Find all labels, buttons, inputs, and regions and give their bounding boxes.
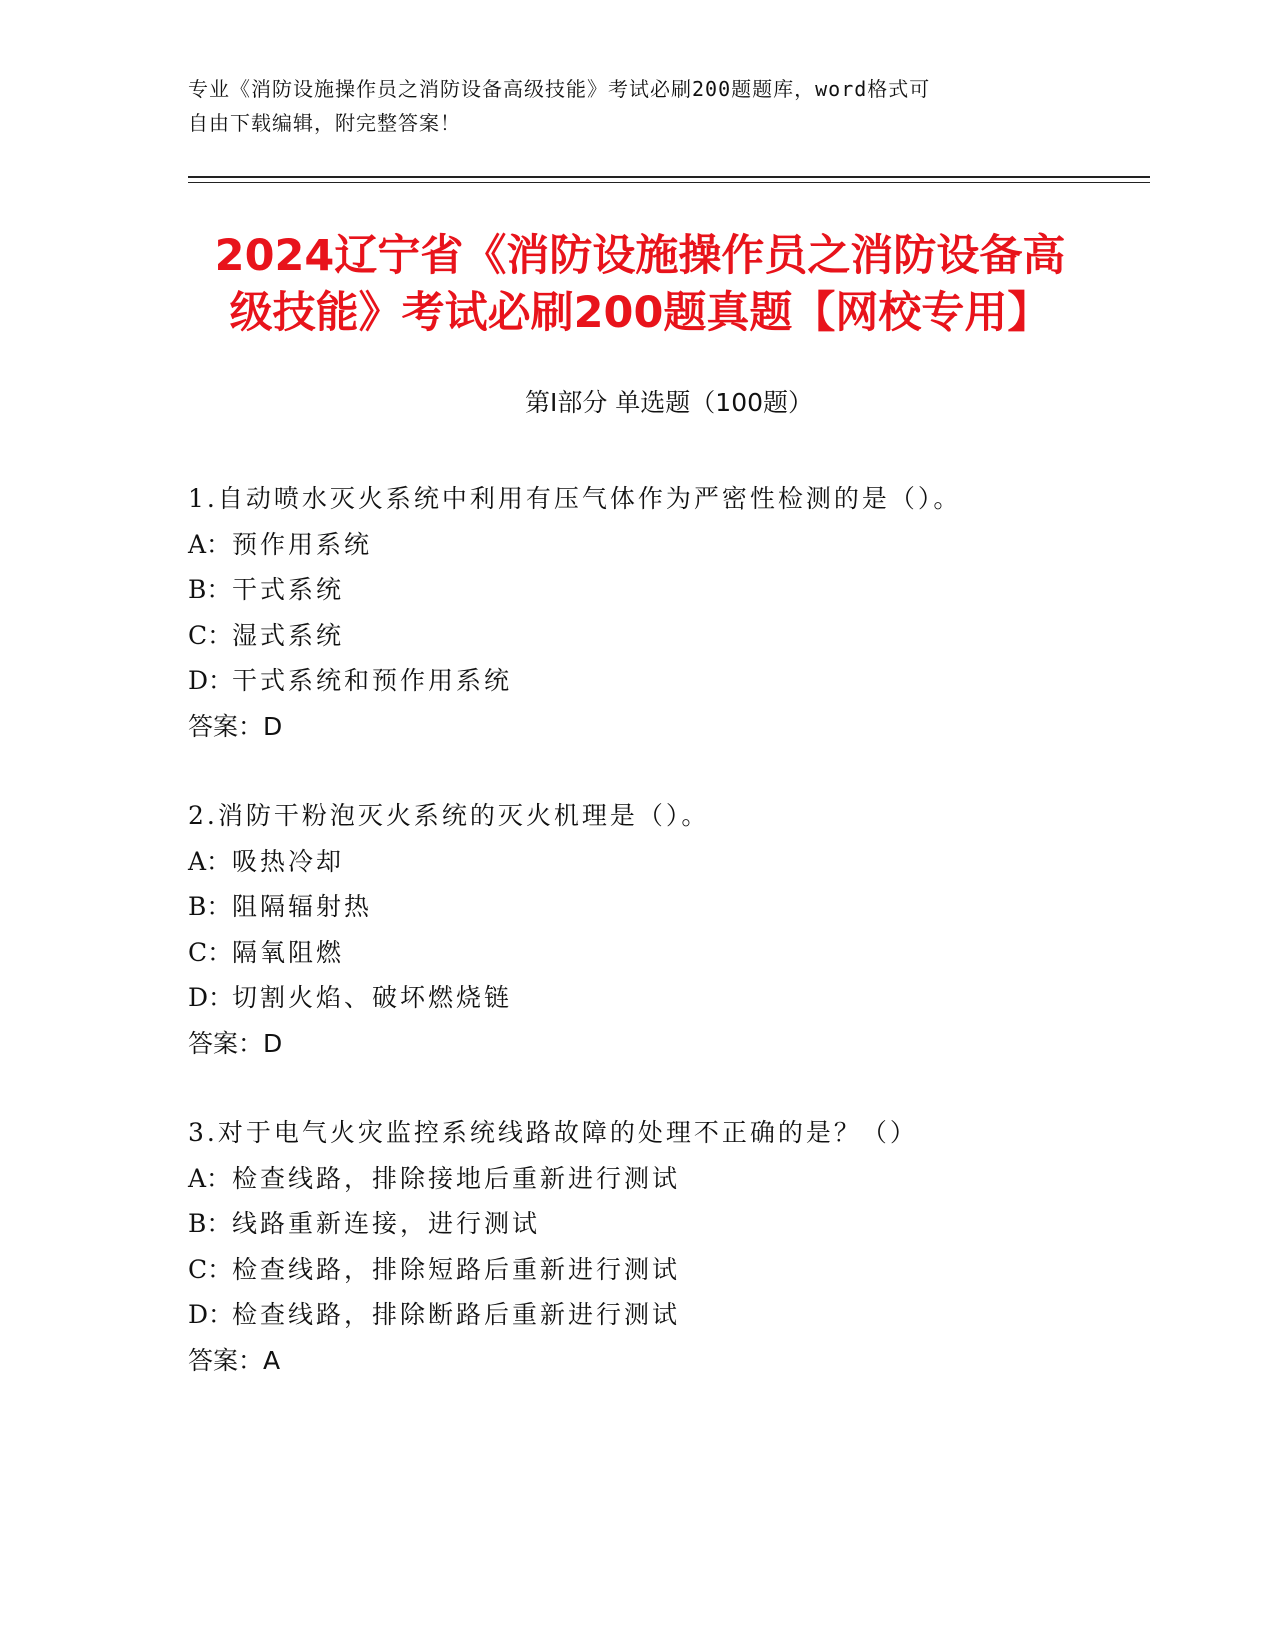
option-text: 预作用系统 bbox=[232, 529, 373, 559]
option-text: 检查线路，排除短路后重新进行测试 bbox=[232, 1254, 681, 1284]
answer: 答案：A bbox=[188, 1345, 281, 1375]
option-text: 阻隔辐射热 bbox=[232, 892, 373, 921]
option-letter: C： bbox=[188, 937, 233, 967]
document-title-line-2: 级技能》考试必刷200题真题【网校专用】 bbox=[229, 288, 1051, 338]
option-text: 吸热冷却 bbox=[232, 846, 345, 876]
option-text: 线路重新连接，进行测试 bbox=[232, 1209, 541, 1238]
header-divider-thick bbox=[188, 176, 1150, 178]
option-text: 湿式系统 bbox=[232, 620, 345, 650]
option-letter: A： bbox=[188, 846, 232, 876]
option-letter: C： bbox=[188, 1254, 233, 1284]
option-letter: D： bbox=[188, 983, 234, 1012]
option-d bbox=[188, 975, 1148, 1021]
option-d bbox=[188, 658, 1148, 704]
answer: 答案：D bbox=[188, 711, 283, 741]
header-note-line-2: 自由下载编辑，附完整答案！ bbox=[188, 111, 461, 135]
option-d bbox=[188, 1292, 1148, 1338]
option-text: 检查线路，排除断路后重新进行测试 bbox=[232, 1300, 681, 1329]
header-note-line-1: 专业《消防设施操作员之消防设备高级技能》考试必刷200题题库，word格式可 bbox=[188, 77, 931, 101]
option-letter: A： bbox=[188, 529, 232, 559]
section-heading: 第Ⅰ部分 单选题（100题） bbox=[524, 388, 814, 417]
option-a bbox=[188, 1156, 1148, 1202]
question-stem: 1.自动喷水灭火系统中利用有压气体作为严密性检测的是（）。 bbox=[188, 484, 962, 513]
header-note bbox=[188, 72, 1068, 140]
option-a bbox=[188, 522, 1148, 568]
document-title bbox=[180, 228, 1100, 342]
document-title-line-1: 2024辽宁省《消防设施操作员之消防设备高 bbox=[214, 231, 1066, 281]
option-b bbox=[188, 567, 1148, 613]
option-text: 干式系统和预作用系统 bbox=[232, 666, 513, 695]
question-2 bbox=[188, 793, 1148, 1066]
option-letter: D： bbox=[188, 666, 234, 695]
option-letter: B： bbox=[188, 575, 232, 604]
header-divider-thin bbox=[188, 182, 1150, 183]
question-stem: 2.消防干粉泡灭火系统的灭火机理是（）。 bbox=[188, 801, 710, 830]
option-letter: A： bbox=[188, 1163, 232, 1193]
option-a bbox=[188, 839, 1148, 885]
option-c bbox=[188, 1247, 1148, 1293]
option-text: 干式系统 bbox=[232, 575, 345, 604]
option-b bbox=[188, 884, 1148, 930]
option-c bbox=[188, 930, 1148, 976]
question-list bbox=[188, 476, 1148, 1427]
option-letter: B： bbox=[188, 1209, 232, 1238]
option-text: 检查线路，排除接地后重新进行测试 bbox=[232, 1163, 681, 1193]
option-b bbox=[188, 1201, 1148, 1247]
question-stem: 3.对于电气火灾监控系统线路故障的处理不正确的是？（） bbox=[188, 1118, 918, 1147]
option-text: 切割火焰、破坏燃烧链 bbox=[232, 983, 513, 1012]
option-text: 隔氧阻燃 bbox=[232, 937, 345, 967]
option-letter: C： bbox=[188, 620, 233, 650]
option-letter: B： bbox=[188, 892, 232, 921]
option-c bbox=[188, 613, 1148, 659]
question-1 bbox=[188, 476, 1148, 749]
answer: 答案：D bbox=[188, 1028, 283, 1058]
option-letter: D： bbox=[188, 1300, 234, 1329]
question-3 bbox=[188, 1110, 1148, 1383]
